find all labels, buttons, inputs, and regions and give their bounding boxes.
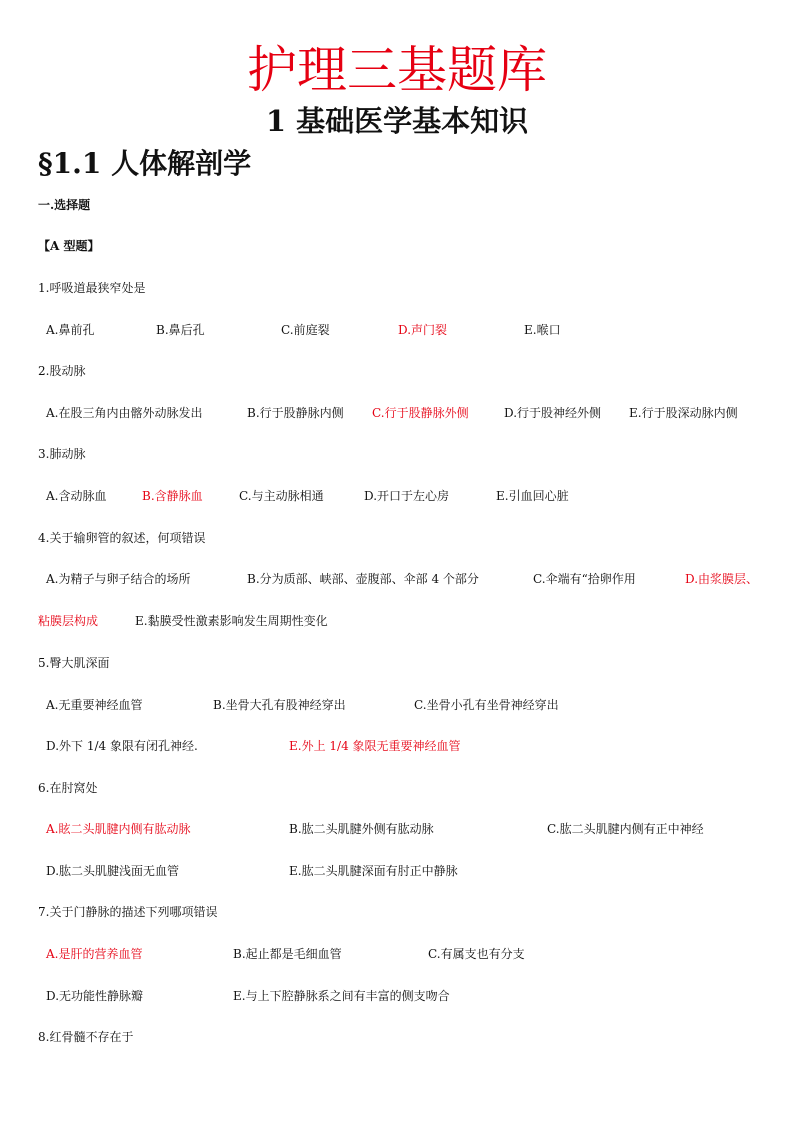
option-d: D.开口于左心房 [364,489,450,503]
option-c: C.坐骨小孔有坐骨神经穿出 [414,698,559,712]
chapter-title: 1 基础医学基本知识 [265,104,529,138]
option-a: A.为精子与卵子结合的场所 [46,572,191,586]
question-stem: 4.关于输卵管的叙述，何项错误 [38,531,206,545]
option-e: E.肱二头肌腱深面有肘正中静脉 [289,864,458,878]
option-c: C.伞端有“拾卵作用 [533,572,636,586]
option-e: E.与上下腔静脉系之间有丰富的侧支吻合 [233,989,450,1003]
option-a: A.含动脉血 [46,489,107,503]
option-row [46,988,766,1004]
option-row [46,488,766,504]
option-a: A.在股三角内由髂外动脉发出 [46,406,203,420]
option-e-correct: E.外上 1/4 象限无重要神经血管 [289,739,461,753]
option-b: B.坐骨大孔有股神经穿出 [213,698,346,712]
option-d: D.行于股神经外侧 [504,406,602,420]
option-d: D.肱二头肌腱浅面无血管 [46,864,180,878]
option-b: B.分为质部、峡部、壶腹部、伞部 4 个部分 [247,572,479,586]
option-c: C.肱二头肌腱内侧有正中神经 [547,822,704,836]
option-d: D.外下 1/4 象限有闭孔神经. [46,739,198,753]
option-e: E.黏膜受性激素影响发生周期性变化 [135,614,328,628]
question-stem: 7.关于门静脉的描述下列哪项错误 [38,905,218,919]
question-stem: 2.股动脉 [38,364,86,378]
option-row [46,405,766,421]
option-row-continued [38,613,758,629]
option-e: E.行于股深动脉内侧 [629,406,738,420]
option-c: C.有属支也有分支 [428,947,525,961]
option-a-correct: A.是肝的营养血管 [46,947,143,961]
option-row [46,863,766,879]
option-d: D.无功能性静脉瓣 [46,989,144,1003]
option-row [46,322,766,338]
part-heading: 一.选择题 [38,198,91,212]
option-a: A.无重要神经血管 [46,698,143,712]
question-stem: 5.臀大肌深面 [38,656,110,670]
option-a-correct: A.眩二头肌腱内侧有肱动脉 [46,822,191,836]
option-a: A.鼻前孔 [46,323,95,337]
option-b: B.行于股静脉内侧 [247,406,344,420]
option-row [46,946,766,962]
option-c: C.前庭裂 [281,323,330,337]
option-row [46,821,766,837]
option-row [46,738,766,754]
option-d-correct: D.声门裂 [398,323,448,337]
option-row [46,697,766,713]
question-type-heading: 【A 型题】 [38,239,100,253]
option-row [46,571,766,587]
option-b: B.肱二头肌腱外侧有肱动脉 [289,822,434,836]
section-title: §1.1 人体解剖学 [38,147,252,180]
option-c-correct: C.行于股静脉外侧 [372,406,469,420]
option-e: E.喉口 [524,323,561,337]
option-d-correct-part2: 粘膜层构成 [38,614,99,628]
option-c: C.与主动脉相通 [239,489,324,503]
option-e: E.引血回心脏 [496,489,569,503]
question-stem: 3.肺动脉 [38,447,86,461]
option-b-correct: B.含静脉血 [142,489,203,503]
document-title: 护理三基题库 [247,41,547,99]
option-b: B.鼻后孔 [156,323,205,337]
option-b: B.起止都是毛细血管 [233,947,342,961]
question-stem: 1.呼吸道最狭窄处是 [38,281,146,295]
option-d-correct-part1: D.由浆膜层、 [685,572,759,586]
question-stem: 6.在肘窝处 [38,781,98,795]
question-stem: 8.红骨髓不存在于 [38,1030,134,1044]
